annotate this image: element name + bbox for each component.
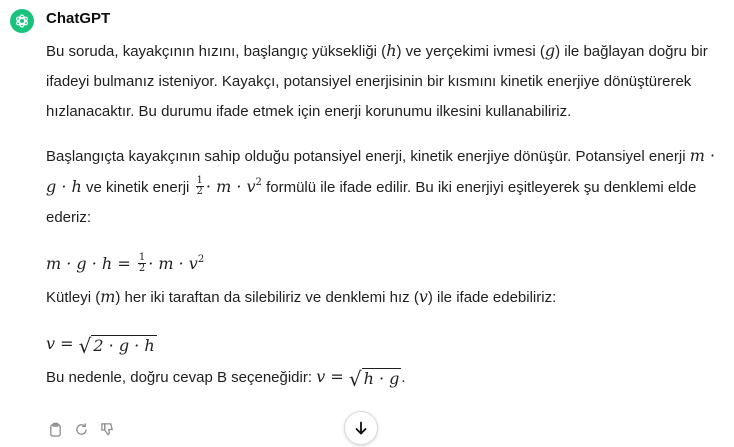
- equation-velocity: v = √ 2 · g · h: [46, 333, 155, 358]
- equation-energy: m · g · h = $\frac{1}{2}$ · $m \cdot v^2$: [46, 251, 205, 274]
- potential-energy-formula: m · g · h: [46, 146, 716, 196]
- dislike-button[interactable]: [98, 420, 116, 438]
- message-author: ChatGPT: [46, 10, 111, 27]
- paragraph-3: Kütleyi (m) her iki taraftan da silebiliriz ve denklemi hız (v) ile ifade edebiliriz:: [46, 287, 557, 306]
- openai-logo-icon: [14, 13, 30, 29]
- message-actions: [46, 420, 116, 438]
- avatar: [10, 9, 34, 33]
- paragraph-2: Başlangıçta kayakçının sahip olduğu potansiyel enerji, kinetik enerjiye dönüşür. Potansiyel enerji m · g · h ve kinetik enerji $\frac{1}{2}$ · $m \cdot v^2$ formülü ile ifade edilir. Bu iki enerjiyi eşitleyerek şu denklemi elde ederiz:: [46, 146, 716, 226]
- paragraph-1: Bu soruda, kayakçının hızını, başlangıç yüksekliği (h) ve yerçekimi ivmesi (g) ile bağlayan doğru bir ifadeyi bulmanız isteniyor. Kayakçı, potansiyel enerjisinin bir kısmını kinetik enerjiye dönüştürerek hızlanacaktır. Bu durumu ifade etmek için enerji korunumu ilkesini kullanabiliriz.: [46, 41, 708, 120]
- copy-button[interactable]: [46, 420, 64, 438]
- arrow-down-icon: [353, 420, 369, 436]
- paragraph-4: Bu nedenle, doğru cevap B seçeneğidir: v = √ h · g .: [46, 366, 406, 391]
- regenerate-button[interactable]: [72, 420, 90, 438]
- scroll-to-bottom-button[interactable]: [344, 411, 378, 445]
- clipboard-icon: [48, 422, 63, 437]
- regenerate-icon: [74, 422, 89, 437]
- message-content: [46, 36, 726, 393]
- fraction-half: $\frac{1}{2}$: [196, 174, 203, 197]
- thumbs-down-icon: [100, 422, 115, 437]
